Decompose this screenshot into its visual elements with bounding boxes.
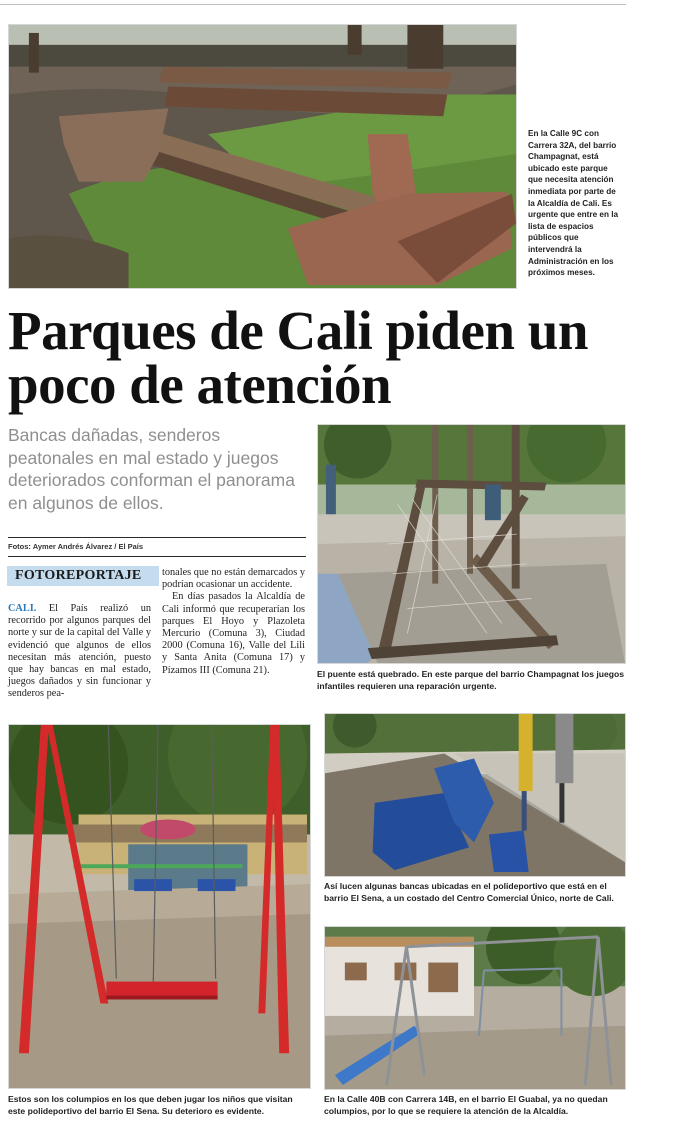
red-swings-photo-caption: Estos son los columpios en los que deben jugar los niños que visitan este polideportivo del barrio El Sena. Su deterioro es evidente. — [8, 1094, 293, 1116]
headline: Parques de Cali piden un poco de atención — [8, 300, 588, 415]
empty-swings-photo-caption: En la Calle 40B con Carrera 14B, en el barrio El Guabal, ya no quedan columpios, por lo que se requiere la atención de la Alcaldía. — [324, 1094, 608, 1116]
section-kicker: FOTOREPORTAJE — [7, 566, 159, 586]
subheadline: Bancas dañadas, senderos peatonales en mal estado y juegos deteriorados conforman el panorama en algunos de ellos. — [8, 425, 295, 513]
article-col1-text: El País realizó un recorrido por algunos parques del norte y sur de la capital del Valle y evidenció que algunos de ellos necesitan más atención, puesto que hay bancas en mal estado, juegos dañados y sin funcionar y senderos pea- — [8, 603, 151, 700]
benches-photo-caption: Así lucen algunas bancas ubicadas en el polideportivo que está en el barrio El Sena, a un costado del Centro Comercial Único, norte de Cali. — [324, 881, 614, 903]
top-rule — [0, 4, 626, 5]
top-photo-caption: En la Calle 9C con Carrera 32A, del barrio Champagnat, está ubicado este parque que necesita atención inmediata por parte de la Alcaldía de Cali. Es urgente que entre en la lista de espacios públicos que intervendrá la Administración en los próximos meses. — [528, 129, 619, 278]
photo-red-swings — [8, 724, 311, 1089]
article-col2-paragraph-2: En días pasados la Alcaldía de Cali informó que recuperarían los parques El Hoyo y Plazoleta Mercurio (Comuna 3), Ciudad 2000 (Comuna 16), Valle del Lili y Santa Anita (Comuna 17) y Pízamos III (Comuna 21). — [162, 591, 305, 676]
kicker-rule — [8, 556, 306, 557]
photo-damaged-benches — [324, 713, 626, 877]
dateline: CALI. — [8, 603, 37, 614]
photo-broken-bench — [8, 24, 517, 289]
photo-credit: Fotos: Aymer Andrés Álvarez / El País — [8, 542, 144, 551]
bridge-photo-caption: El puente está quebrado. En este parque del barrio Champagnat los juegos infantiles requieren una reparación urgente. — [317, 669, 625, 691]
photo-broken-bridge — [317, 424, 626, 664]
photo-empty-swing-frame — [324, 926, 626, 1090]
article-column-2 — [162, 567, 305, 677]
credit-rule — [8, 537, 306, 538]
article-column-1 — [8, 603, 151, 701]
article-col2-paragraph-1: tonales que no están demarcados y podrían ocasionar un accidente. — [162, 567, 305, 591]
